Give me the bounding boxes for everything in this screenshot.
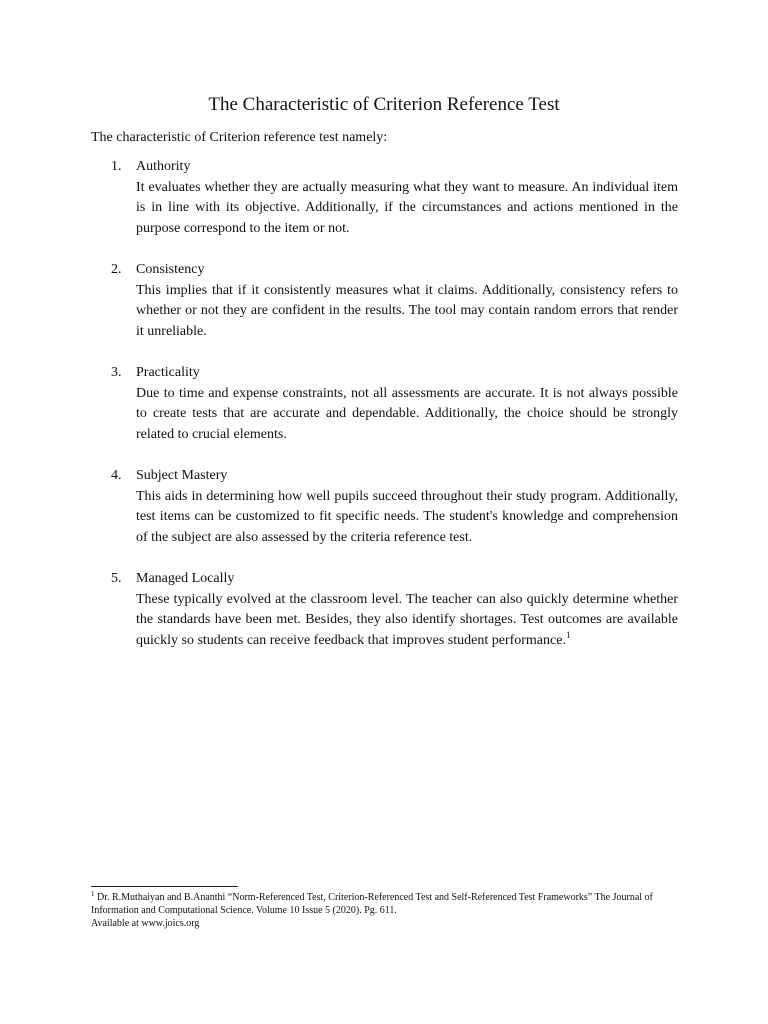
list-item-text-content: These typically evolved at the classroom level. The teacher can also quickly determine whether the standards have been met. Besides, they also identify shortages. Test outcomes are available quickly so students can receive feedback that improves student performance. <box>136 591 678 648</box>
footnote-availability: Available at www.joics.org <box>91 918 200 929</box>
footnote-line-1 <box>91 891 691 904</box>
footnote-separator <box>91 886 238 887</box>
characteristics-list <box>90 157 678 672</box>
list-item-number: 4. <box>111 468 122 483</box>
footnote-citation: Dr. R.Muthaiyan and B.Ananthi “Norm-Referenced Test, Criterion-Referenced Test and Self-Referenced Test Frameworks” The Journal of <box>97 892 653 903</box>
footnote-marker: 1 <box>91 890 95 898</box>
page-title: The Characteristic of Criterion Reference Test <box>208 94 560 115</box>
intro-paragraph: The characteristic of Criterion reference test namely: <box>91 130 388 145</box>
list-item-text: This implies that if it consistently measures what it claims. Additionally, consistency refers to whether or not they are confident in the results. The tool may contain random errors that render it unreliable. <box>136 282 678 339</box>
list-item-heading: Consistency <box>136 262 205 277</box>
footnote-line-2: Information and Computational Science. Volume 10 Issue 5 (2020). Pg. 611. <box>91 905 397 916</box>
list-item-number: 3. <box>111 365 122 380</box>
footnote <box>91 891 691 930</box>
list-item <box>90 157 678 239</box>
list-item-text: This aids in determining how well pupils succeed throughout their study program. Additionally, test items can be customized to fit specific needs. The student's knowledge and comprehension of the subject are also assessed by the criteria reference test. <box>136 488 678 545</box>
list-item-text: It evaluates whether they are actually measuring what they want to measure. An individual item is in line with its objective. Additionally, if the circumstances and actions mentioned in the purpose correspond to the item or not. <box>136 179 678 236</box>
list-item-number: 2. <box>111 262 122 277</box>
list-item-heading: Authority <box>136 159 191 174</box>
list-item-number: 1. <box>111 159 122 174</box>
list-item-heading: Subject Mastery <box>136 468 228 483</box>
list-item <box>90 569 678 651</box>
list-item <box>90 363 678 445</box>
list-item-heading: Managed Locally <box>136 571 235 586</box>
list-item <box>90 260 678 342</box>
list-item-text <box>90 590 678 652</box>
list-item-text: Due to time and expense constraints, not all assessments are accurate. It is not always possible to create tests that are accurate and dependable. Additionally, the choice should be strongly related to crucial elements. <box>136 385 678 442</box>
list-item <box>90 466 678 548</box>
footnote-reference: 1 <box>565 629 571 640</box>
list-item-number: 5. <box>111 571 122 586</box>
list-item-heading: Practicality <box>136 365 200 380</box>
